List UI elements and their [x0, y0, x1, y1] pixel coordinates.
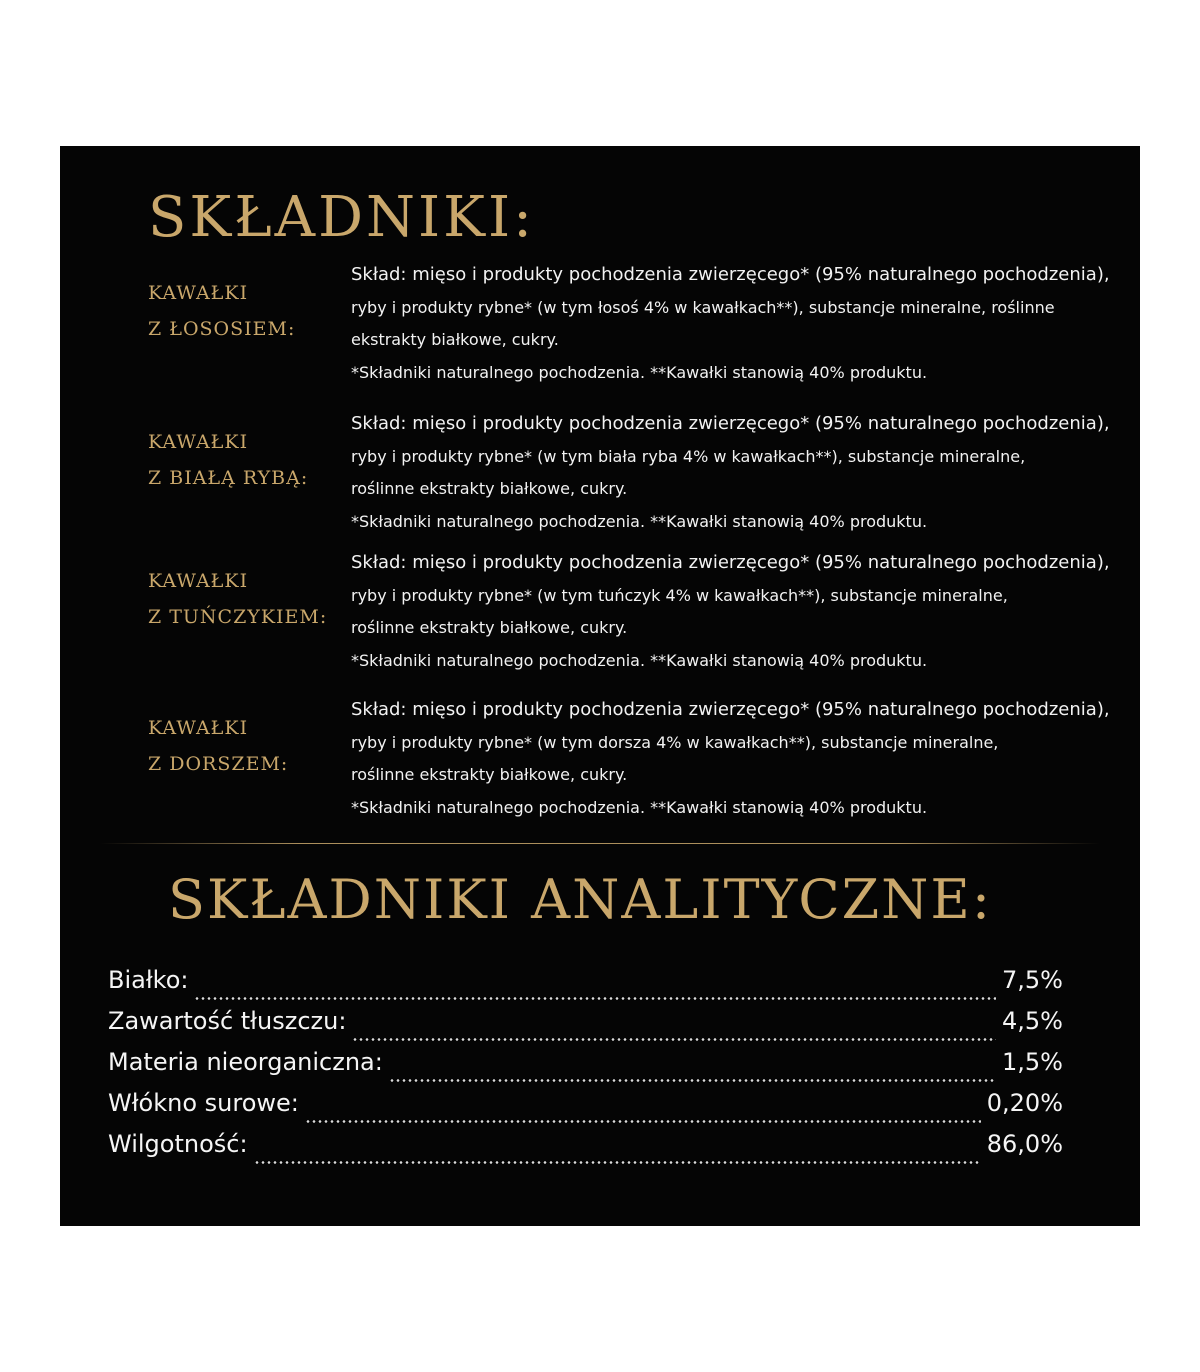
text-line: *Składniki naturalnego pochodzenia. **Kawałki stanowią 40% produktu.: [351, 797, 928, 817]
label-line: Z BIAŁĄ RYBĄ:: [148, 467, 309, 489]
analytics-name: Zawartość tłuszczu:: [108, 1007, 347, 1035]
text-line: Skład: mięso i produkty pochodzenia zwierzęcego* (95% naturalnego pochodzenia),: [351, 552, 1110, 573]
analytics-name: Materia nieorganiczna:: [108, 1048, 383, 1076]
analytics-value: 86,0%: [986, 1130, 1063, 1158]
label-line: KAWAŁKI: [148, 282, 249, 304]
section-divider: [100, 843, 1100, 844]
analytics-value: 1,5%: [1002, 1048, 1063, 1076]
label-line: KAWAŁKI: [148, 717, 249, 739]
text-line: ryby i produkty rybne* (w tym dorsza 4% w kawałkach**), substancje mineralne,: [351, 732, 999, 752]
analytics-value: 4,5%: [1002, 1007, 1063, 1035]
text-line: *Składniki naturalnego pochodzenia. **Kawałki stanowią 40% produktu.: [351, 650, 928, 670]
analytics-row-fat: [108, 1007, 1063, 1048]
text-line: roślinne ekstrakty białkowe, cukry.: [351, 479, 628, 498]
text-line: ryby i produkty rybne* (w tym łosoś 4% w kawałkach**), substancje mineralne, roślinne: [351, 297, 1055, 317]
text-line: ekstrakty białkowe, cukry.: [351, 330, 559, 349]
label-line: Z DORSZEM:: [148, 753, 289, 775]
dot-leader: [352, 1038, 996, 1041]
analytics-name: Włókno surowe:: [108, 1089, 299, 1117]
text-line: ryby i produkty rybne* (w tym biała ryba 4% w kawałkach**), substancje mineralne,: [351, 446, 1026, 466]
text-line: roślinne ekstrakty białkowe, cukry.: [351, 765, 628, 784]
ingredient-group-label: [148, 275, 338, 347]
ingredient-group-text: [351, 547, 1121, 677]
ingredient-group-label: [148, 563, 338, 635]
label-line: Z TUŃCZYKIEM:: [148, 606, 328, 628]
analytics-name: Białko:: [108, 966, 189, 994]
analytics-value: 0,20%: [986, 1089, 1063, 1117]
analytics-title: SKŁADNIKI ANALITYCZNE:: [168, 868, 993, 931]
ingredient-group-label: [148, 424, 338, 496]
ingredient-group-text: [351, 259, 1121, 389]
analytics-row-ash: [108, 1048, 1063, 1089]
analytics-value: 7,5%: [1002, 966, 1063, 994]
analytics-row-protein: [108, 966, 1063, 1007]
label-line: KAWAŁKI: [148, 431, 249, 453]
text-line: ryby i produkty rybne* (w tym tuńczyk 4% w kawałkach**), substancje mineralne,: [351, 585, 1008, 605]
ingredient-group-text: [351, 694, 1121, 824]
text-line: roślinne ekstrakty białkowe, cukry.: [351, 618, 628, 637]
dot-leader: [194, 997, 996, 1000]
label-line: Z ŁOSOSIEM:: [148, 318, 296, 340]
text-line: Skład: mięso i produkty pochodzenia zwierzęcego* (95% naturalnego pochodzenia),: [351, 413, 1110, 434]
ingredient-group-text: [351, 408, 1121, 538]
ingredients-panel: [60, 146, 1140, 1226]
dot-leader: [389, 1079, 996, 1082]
ingredients-title: SKŁADNIKI:: [148, 185, 535, 250]
dot-leader: [305, 1120, 981, 1123]
analytics-list: [108, 966, 1063, 1171]
text-line: *Składniki naturalnego pochodzenia. **Kawałki stanowią 40% produktu.: [351, 511, 928, 531]
analytics-name: Wilgotność:: [108, 1130, 248, 1158]
text-line: Skład: mięso i produkty pochodzenia zwierzęcego* (95% naturalnego pochodzenia),: [351, 264, 1110, 285]
label-line: KAWAŁKI: [148, 570, 249, 592]
ingredient-group-label: [148, 710, 338, 782]
dot-leader: [254, 1161, 981, 1164]
analytics-row-fibre: [108, 1089, 1063, 1130]
text-line: *Składniki naturalnego pochodzenia. **Kawałki stanowią 40% produktu.: [351, 362, 928, 382]
text-line: Skład: mięso i produkty pochodzenia zwierzęcego* (95% naturalnego pochodzenia),: [351, 699, 1110, 720]
analytics-row-moisture: [108, 1130, 1063, 1171]
